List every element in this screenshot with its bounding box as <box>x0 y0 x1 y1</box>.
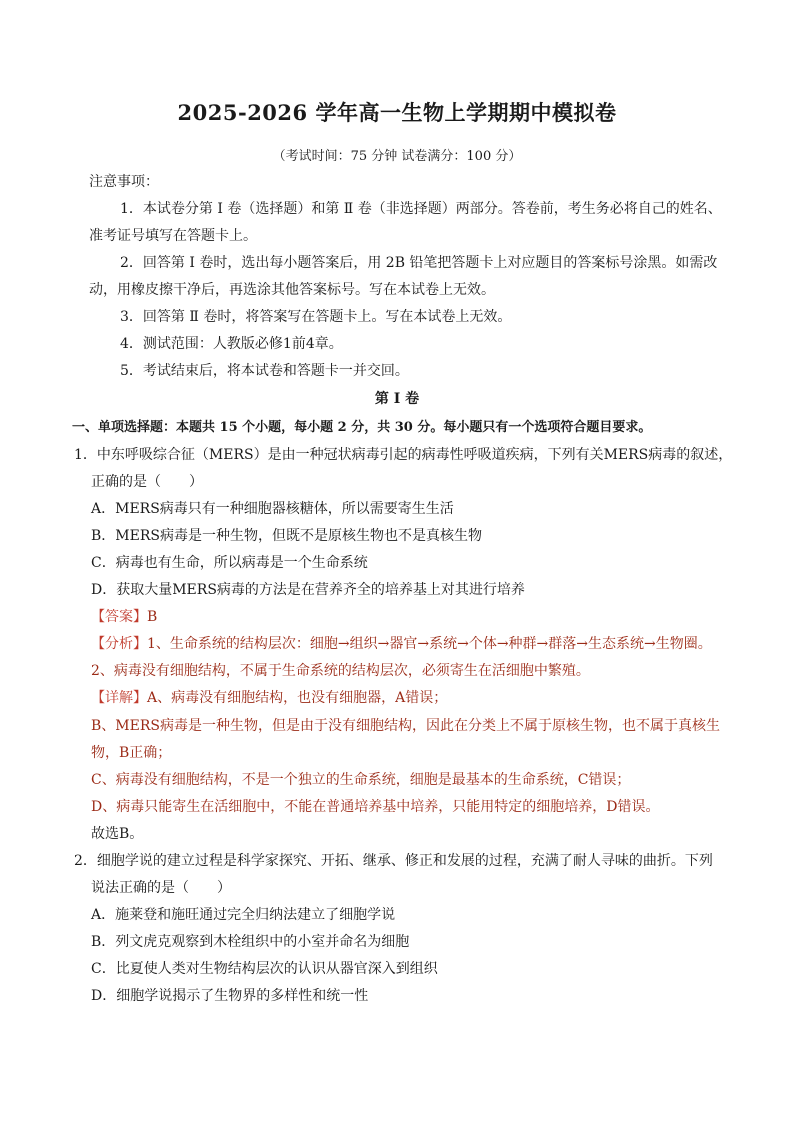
answer-label: 【答案】 <box>91 609 147 625</box>
question-1-stem-cont: 正确的是（ ） <box>91 474 203 490</box>
notice-item: 5．考试结束后，将本试卷和答题卡一并交回。 <box>120 363 409 379</box>
question-1-option-c: C．病毒也有生命，所以病毒是一个生命系统 <box>91 555 368 571</box>
question-2-option-b: B．列文虎克观察到木栓组织中的小室并命名为细胞 <box>91 934 410 950</box>
notice-item: 动，用橡皮擦干净后，再选涂其他答案标号。写在本试卷上无效。 <box>89 282 495 298</box>
analysis-line <box>91 635 712 653</box>
question-2-option-d: D．细胞学说揭示了生物界的多样性和统一性 <box>91 988 369 1004</box>
notice-item: 准考证号填写在答题卡上。 <box>89 228 257 244</box>
detail-text: A、病毒没有细胞结构，也没有细胞器，A错误； <box>147 690 448 706</box>
question-2-stem: 2．细胞学说的建立过程是科学家探究、开拓、继承、修正和发展的过程，充满了耐人寻味的曲折。下列 <box>74 853 713 869</box>
question-2-option-c: C．比夏使人类对生物结构层次的认识从器官深入到组织 <box>91 961 438 977</box>
section-title: 第 Ⅰ 卷 <box>374 391 420 407</box>
question-2-stem-cont: 说法正确的是（ ） <box>91 880 231 896</box>
question-1-option-a: A．MERS病毒只有一种细胞器核糖体，所以需要寄生生活 <box>91 501 454 517</box>
analysis-label: 【分析】 <box>91 636 147 652</box>
notice-item: 4．测试范围：人教版必修1前4章。 <box>120 336 343 352</box>
answer-value: B <box>147 609 158 625</box>
notice-heading: 注意事项： <box>89 174 159 190</box>
question-2-option-a: A．施莱登和施旺通过完全归纳法建立了细胞学说 <box>91 907 396 923</box>
section-heading: 一、单项选择题：本题共 15 个小题，每小题 2 分，共 30 分。每小题只有一个选项符合题目要求。 <box>72 420 652 435</box>
question-1-option-d: D．获取大量MERS病毒的方法是在营养齐全的培养基上对其进行培养 <box>91 582 525 598</box>
detail-text: D、病毒只能寄生在活细胞中，不能在普通培养基中培养，只能用特定的细胞培养，D错误。 <box>91 799 660 815</box>
analysis-text: 2、病毒没有细胞结构，不属于生命系统的结构层次，必须寄生在活细胞中繁殖。 <box>91 663 590 679</box>
question-1-stem: 1．中东呼吸综合征（MERS）是由一种冠状病毒引起的病毒性呼吸道疾病，下列有关MERS病毒的叙述， <box>74 447 733 463</box>
exam-title: 2025-2026 学年高一生物上学期期中模拟卷 <box>177 100 617 125</box>
detail-text: 物，B正确； <box>91 745 172 761</box>
notice-item: 1．本试卷分第 Ⅰ 卷（选择题）和第 Ⅱ 卷（非选择题）两部分。答卷前，考生务必将自己的姓名、 <box>120 201 722 217</box>
notice-item: 3．回答第 Ⅱ 卷时，将答案写在答题卡上。写在本试卷上无效。 <box>120 309 512 325</box>
conclusion-text: 故选B。 <box>91 826 144 842</box>
detail-text: B、MERS病毒是一种生物，但是由于没有细胞结构，因此在分类上不属于原核生物，也不属于真核生 <box>91 718 720 734</box>
exam-subtitle: （考试时间：75 分钟 试卷满分：100 分） <box>272 149 522 164</box>
detail-label: 【详解】 <box>91 690 147 706</box>
notice-item: 2．回答第 Ⅰ 卷时，选出每小题答案后，用 2B 铅笔把答题卡上对应题目的答案标号涂黑。如需改 <box>120 255 718 271</box>
question-1-option-b: B．MERS病毒是一种生物，但既不是原核生物也不是真核生物 <box>91 528 482 544</box>
answer-line <box>91 608 157 626</box>
detail-text: C、病毒没有细胞结构，不是一个独立的生命系统，细胞是最基本的生命系统，C错误； <box>91 772 631 788</box>
analysis-text: 1、生命系统的结构层次：细胞→组织→器官→系统→个体→种群→群落→生态系统→生物圈。 <box>147 636 712 652</box>
detail-line <box>91 689 447 707</box>
